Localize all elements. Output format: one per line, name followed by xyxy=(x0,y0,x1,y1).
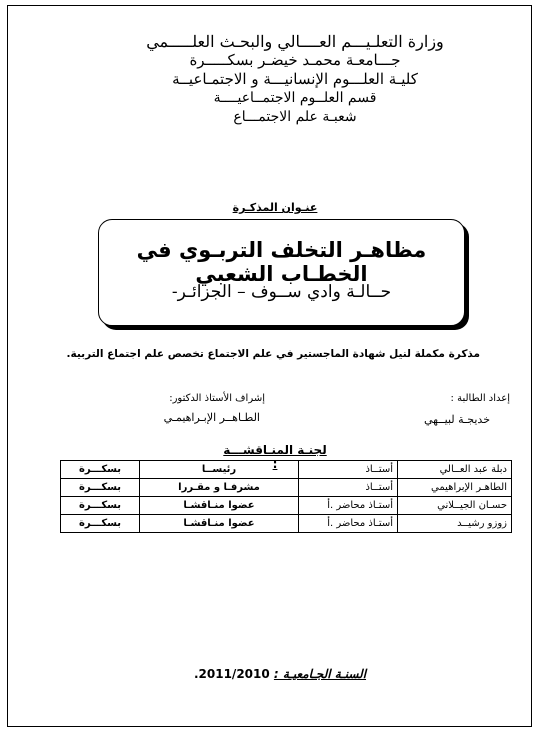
table-row xyxy=(61,497,512,515)
faculty-line: كليـة العلـــوم الإنسانيـــة و الاجتمـاعيــة xyxy=(172,70,418,88)
student-label: إعداد الطالبة : xyxy=(450,393,510,404)
academic-year-value: 2011/2010. xyxy=(193,667,270,681)
supervisor-name: الطـاهــر الإبـراهيمـي xyxy=(163,411,260,424)
title-box xyxy=(98,219,465,326)
jury-institution: بسكـــرة xyxy=(61,461,140,479)
jury-role: عضوا منـاقشـا xyxy=(140,515,299,533)
academic-year xyxy=(190,667,370,681)
university-line: جـــامعـة محمـد خيضـر بسكـــــرة xyxy=(189,51,401,69)
thesis-description: مذكرة مكملة لنيل شهادة الماجستير في علم الاجتماع تخصص علم اجتماع التربية. xyxy=(66,348,480,360)
table-row xyxy=(61,479,512,497)
table-row xyxy=(61,461,512,479)
jury-rank: أستــاذ xyxy=(299,479,398,497)
memo-title-label: عنـوان المذكـرة xyxy=(232,201,318,214)
jury-role: مشرفـا و مقـررا xyxy=(140,479,299,497)
ministry-line: وزارة التعلـيـــم العــــالي والبحـث العلـــــمي xyxy=(146,32,444,51)
thesis-subtitle: حــالـة وادي ســوف – الجزائـر- xyxy=(171,282,392,302)
jury-institution: بسكـــرة xyxy=(61,497,140,515)
jury-rank: أستـاذ محاضر .أ xyxy=(299,515,398,533)
jury-role: رئيســا xyxy=(140,461,299,479)
jury-table xyxy=(60,460,512,533)
institution-header xyxy=(130,32,460,127)
jury-institution: بسكـــرة xyxy=(61,479,140,497)
committee-title: لجنـة المنـاقشـــة : xyxy=(223,443,327,471)
jury-institution: بسكـــرة xyxy=(61,515,140,533)
jury-name: الطاهـر الإبراهيمي xyxy=(398,479,512,497)
academic-year-label: السنـة الجـامعيـة : xyxy=(273,667,367,681)
branch-line: شعبـة علم الاجتمـــاع xyxy=(233,109,357,125)
supervisor-label: إشراف الأستاذ الدكتور: xyxy=(169,393,265,404)
student-name: خديجـة لبيــهي xyxy=(423,413,490,426)
thesis-title: مظاهـر التخلف التربـوي في الخطـاب الشعبي xyxy=(136,238,427,286)
jury-role: عضوا منـاقشـا xyxy=(140,497,299,515)
department-line: قسم العلــوم الاجتمــاعيــــة xyxy=(213,90,377,106)
jury-rank: أستــاذ xyxy=(299,461,398,479)
jury-name: حسـان الجيــلاني xyxy=(398,497,512,515)
jury-name: زوزو رشيــد xyxy=(398,515,512,533)
jury-name: دبلة عبد العــالي xyxy=(398,461,512,479)
table-row xyxy=(61,515,512,533)
jury-rank: أستـاذ محاضر .أ xyxy=(299,497,398,515)
